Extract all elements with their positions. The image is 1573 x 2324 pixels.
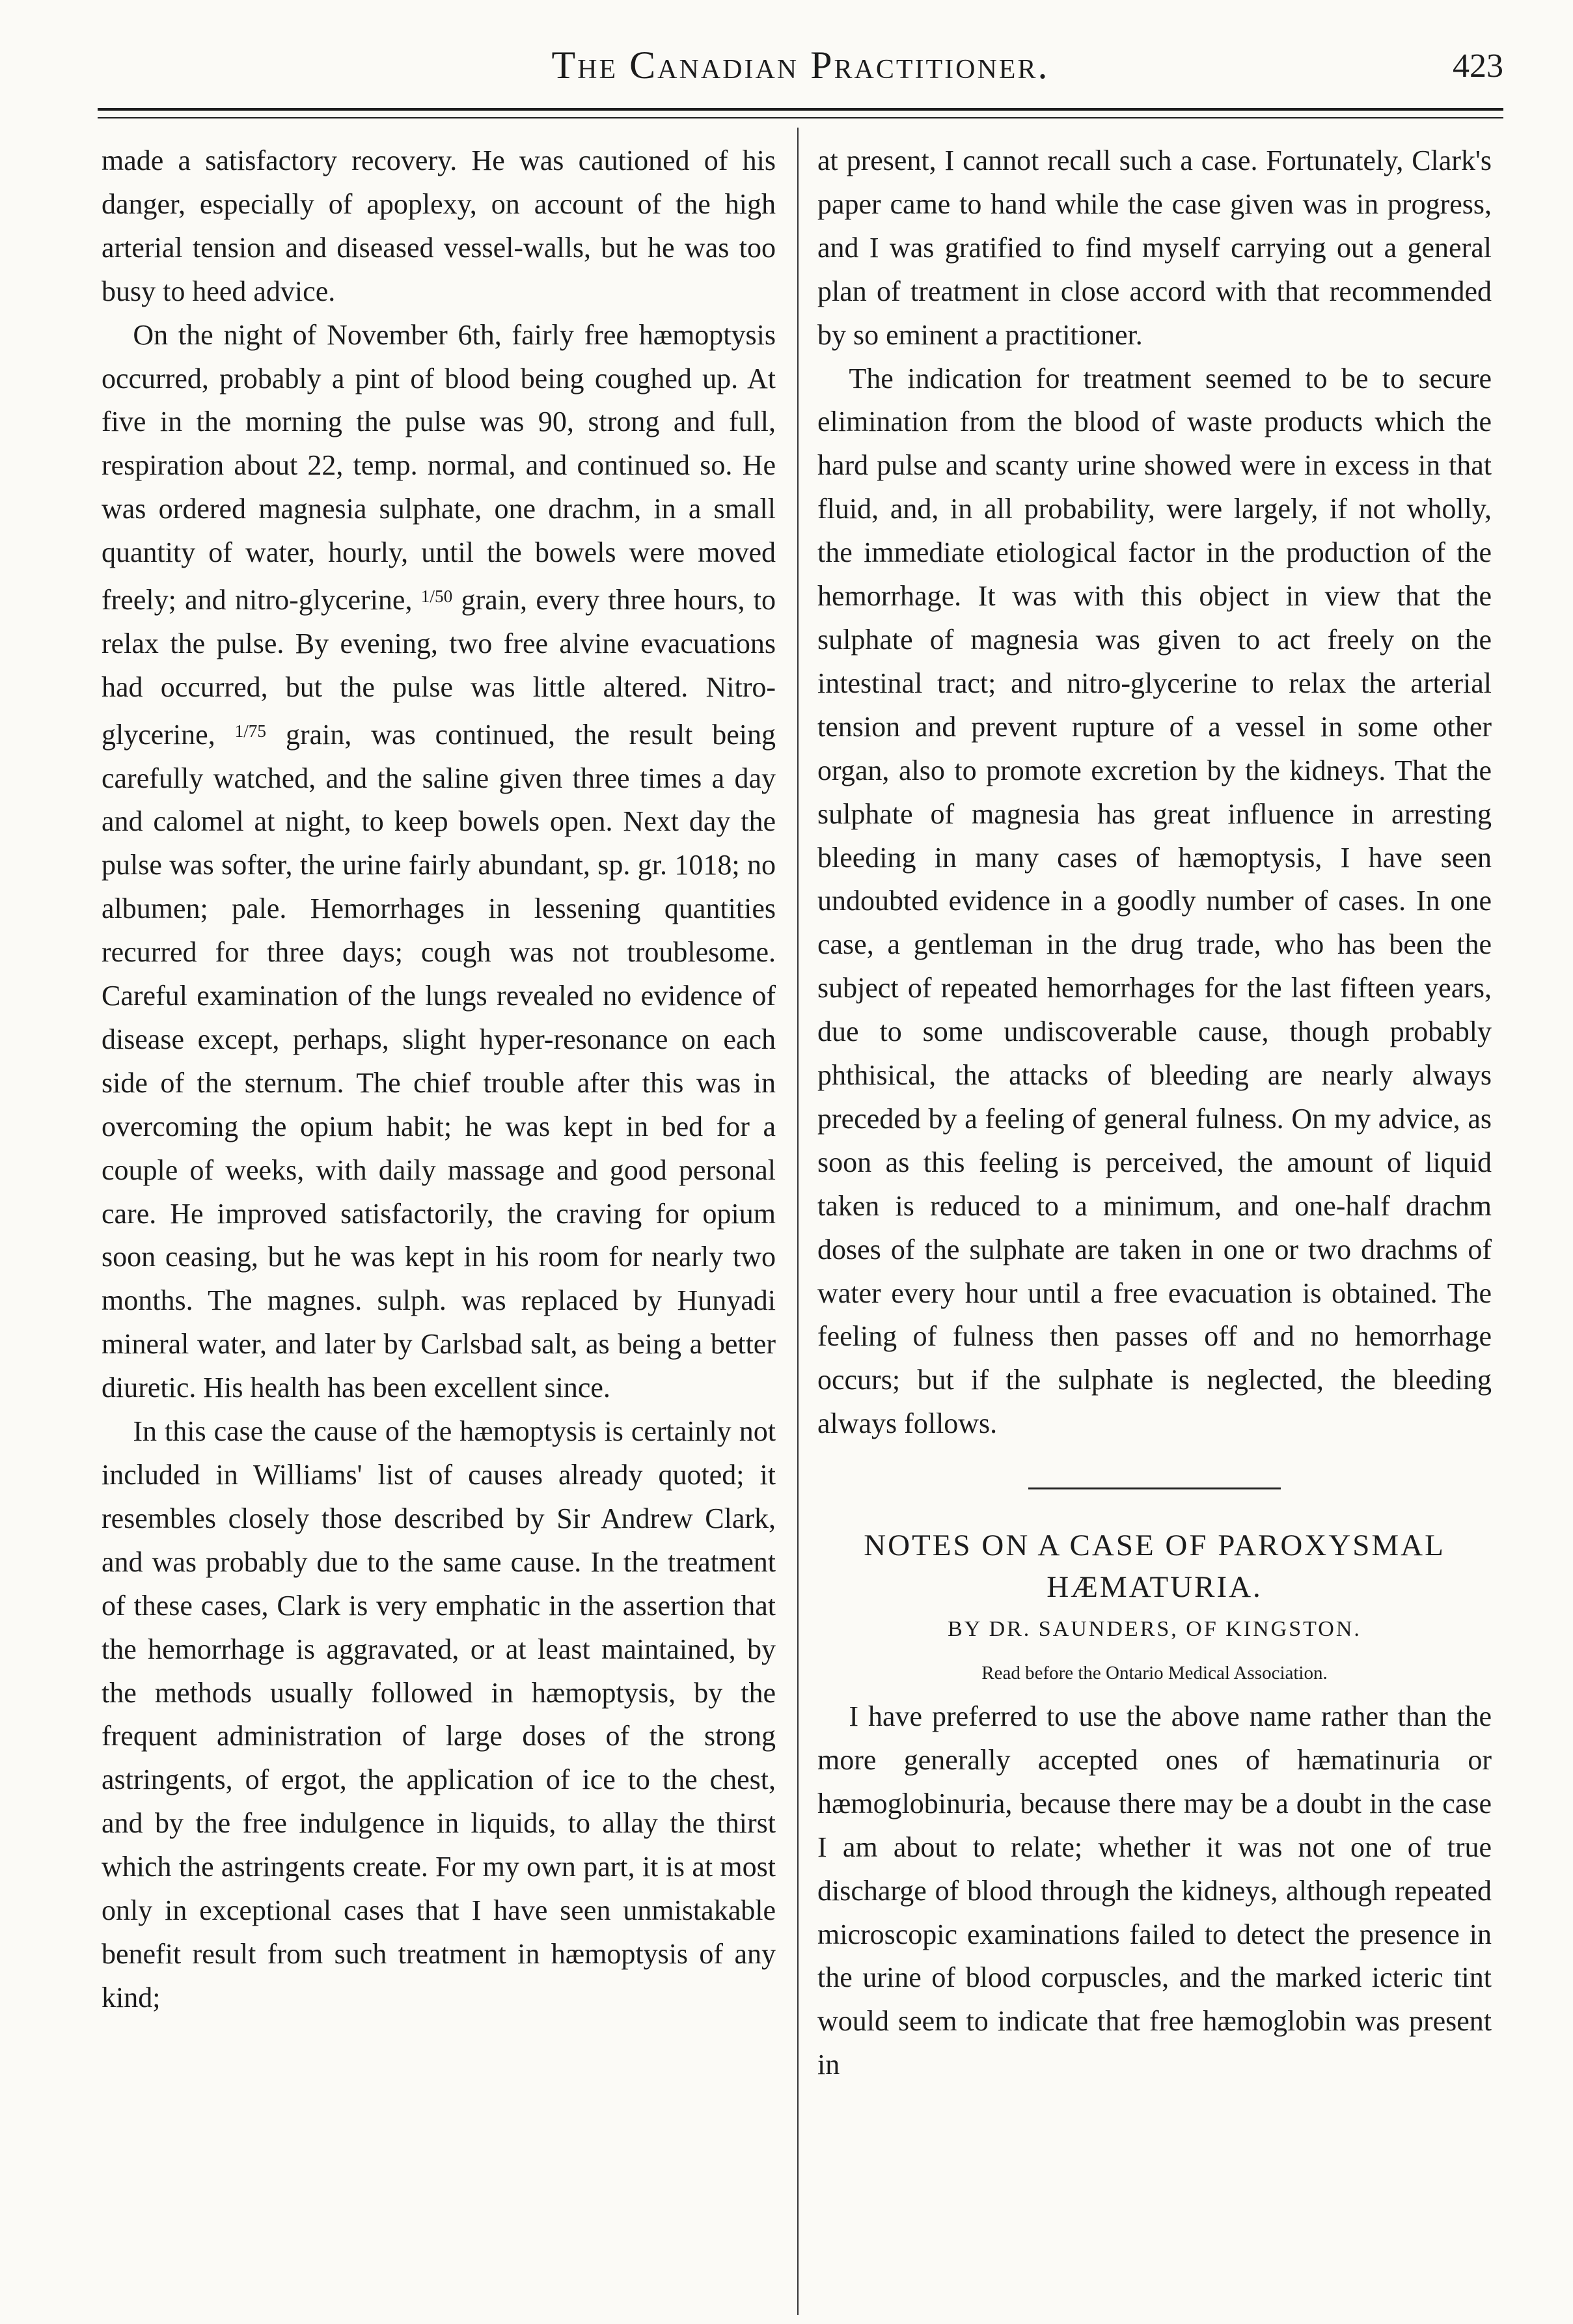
- article-title-line-1: NOTES ON A CASE OF PAROXYSMAL: [864, 1529, 1445, 1563]
- paragraph-text: grain, was continued, the result being carefully watched, and the saline given three times a day and calomel at night, to keep bowels open. Next day the pulse was softer, the urine fairly abundant, sp. gr. 1018; no albumen; pale. Hemorrhages in lessening quantities recurred for three days; cough was not troublesome. Careful examination of the lungs revealed no evidence of disease except, perhaps, slight hyper-resonance on each side of the sternum. The chief trouble after this was in overcoming the opium habit; he was kept in bed for a couple of weeks, with daily massage and good personal care. He improved satisfactorily, the craving for opium soon ceasing, but he was kept in his room for nearly two months. The magnes. sulph. was replaced by Hunyadi mineral water, and later by Carlsbad salt, as being a better diuretic. His health has been excellent since.: [102, 718, 776, 1404]
- paragraph: made a satisfactory recovery. He was cautioned of his danger, especially of apoplexy, on account of the high arterial tension and diseased vessel-walls, but he was too busy to heed advice.: [102, 145, 776, 307]
- paragraph: In this case the cause of the hæmoptysis is certainly not included in Williams' list of causes already quoted; it resembles closely those described by Sir Andrew Clark, and was probably due to the same cause. In the treatment of these cases, Clark is very emphatic in the assertion that the hemorrhage is aggravated, or at least maintained, by the methods usually followed in hæmoptysis, by the frequent administration of large doses of the strong astringents, of ergot, the application of ice to the chest, and by the free indulgence in liquids, to allay the thirst which the astringents create. For my own part, it is at most only in exceptional cases that I have seen unmistakable benefit result from such treatment in hæmoptysis of any kind;: [102, 1415, 776, 2013]
- fraction: 1/75: [234, 721, 267, 741]
- fraction: 1/50: [420, 587, 453, 607]
- article-byline: BY DR. SAUNDERS, OF KINGSTON.: [948, 1617, 1361, 1642]
- paragraph: [102, 314, 776, 1410]
- paragraph-text: grain, every three hours, to relax the pulse. By evening, two free alvine evacuations had occurred, but the pulse was little altered. Nitro-glycerine,: [102, 583, 776, 751]
- page-number: 423: [1453, 48, 1503, 85]
- right-column: [817, 139, 1492, 2087]
- read-note: Read before the Ontario Medical Association.: [981, 1663, 1328, 1684]
- running-title: The Canadian Practitioner.: [551, 44, 1050, 87]
- header-rule-thin: [98, 117, 1503, 118]
- paragraph: The indication for treatment seemed to be to secure elimination from the blood of waste products which the hard pulse and scanty urine showed were in excess in that fluid, and, in all probability, were largely, if not wholly, the immediate etiological factor in the production of the hemorrhage. It was with this object in view that the sulphate of magnesia was given to act freely on the intestinal tract; and nitro-glycerine to relax the arterial tension and prevent rupture of a vessel in some other organ, also to promote excretion by the kidneys. That the sulphate of magnesia has great influence in arresting bleeding in many cases of hæmoptysis, I have seen undoubted evidence in a goodly number of cases. In one case, a gentleman in the drug trade, who has been the subject of repeated hemorrhages for the last fifteen years, due to some undiscoverable cause, though probably phthisical, the attacks of bleeding are nearly always preceded by a feeling of general fulness. On my advice, as soon as this feeling is perceived, the amount of liquid taken is reduced to a minimum, and one-half drachm doses of the sulphate are taken in one or two drachms of water every hour until a free evacuation is obtained. The feeling of fulness then passes off and no hemorrhage occurs; but if the sulphate is neglected, the bleeding always follows.: [817, 362, 1492, 1440]
- header-rule-thick: [98, 108, 1503, 111]
- article-title: [817, 1525, 1492, 1608]
- article-title-line-2: HÆMATURIA.: [1046, 1570, 1263, 1605]
- column-divider: [797, 128, 799, 2315]
- paragraph-text: On the night of November 6th, fairly free hæmoptysis occurred, probably a pint of blood being coughed up. At five in the morning the pulse was 90, strong and full, respiration about 22, temp. normal, and continued so. He was ordered magnesia sulphate, one drachm, in a small quantity of water, hourly, until the bowels were moved freely; and nitro-glycerine,: [102, 318, 776, 616]
- left-column: [102, 139, 776, 2020]
- section-divider: [1028, 1487, 1281, 1489]
- paragraph: I have preferred to use the above name rather than the more generally accepted ones of hæmatinuria or hæmoglobinuria, because there may be a doubt in the case I am about to relate; whether it was not one of true discharge of blood through the kidneys, although repeated microscopic examinations failed to detect the presence in the urine of blood corpuscles, and the marked icteric tint would seem to indicate that free hæmoglobin was present in: [817, 1700, 1492, 2081]
- page-header: [98, 40, 1503, 92]
- paragraph: at present, I cannot recall such a case. Fortunately, Clark's paper came to hand while the case given was in progress, and I was gratified to find myself carrying out a general plan of treatment in close accord with that recommended by so eminent a practitioner.: [817, 145, 1492, 351]
